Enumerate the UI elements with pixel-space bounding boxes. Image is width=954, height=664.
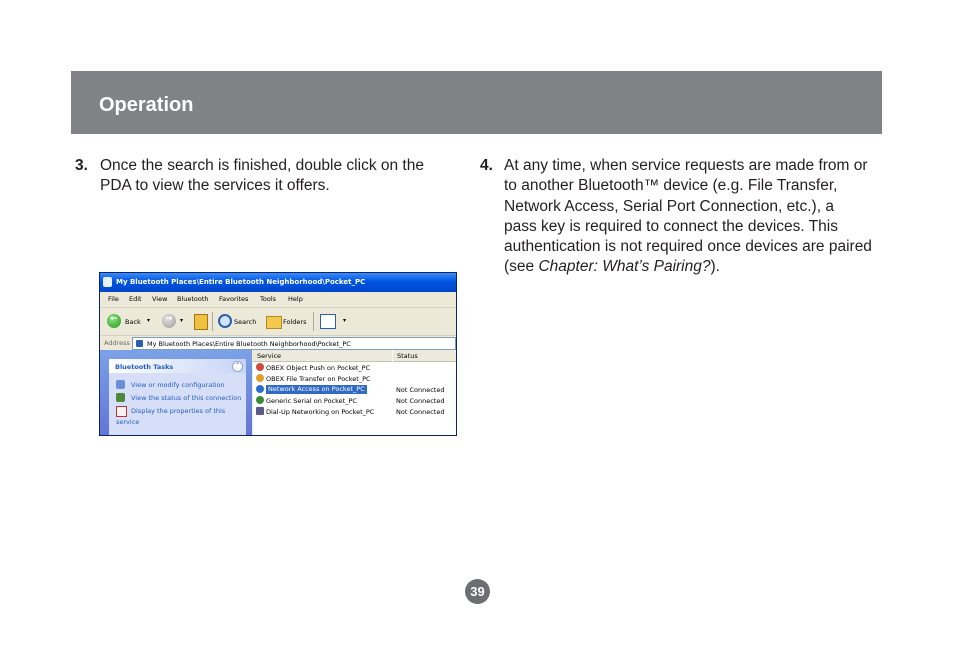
bluetooth-tasks-title: Bluetooth Tasks bbox=[115, 363, 174, 371]
address-label: Address bbox=[104, 339, 130, 347]
menu-tools[interactable]: Tools bbox=[260, 295, 277, 303]
back-dropdown-icon[interactable]: ▾ bbox=[147, 317, 151, 324]
properties-icon bbox=[116, 406, 127, 417]
up-folder-icon[interactable] bbox=[194, 314, 208, 330]
service-name: OBEX File Transfer on Pocket_PC bbox=[266, 375, 371, 383]
bluetooth-tasks-header[interactable] bbox=[109, 359, 246, 373]
menu-edit[interactable]: Edit bbox=[129, 295, 142, 303]
collapse-chevron-icon[interactable]: ˆ bbox=[232, 361, 243, 372]
explorer-window-screenshot bbox=[99, 272, 457, 436]
list-item[interactable] bbox=[253, 406, 456, 417]
step-number: 4. bbox=[480, 157, 493, 174]
menu-bluetooth[interactable]: Bluetooth bbox=[177, 295, 209, 303]
service-status: Not Connected bbox=[396, 397, 445, 405]
task-link-configuration[interactable]: View or modify configuration bbox=[131, 381, 225, 389]
column-status-label: Status bbox=[397, 352, 418, 360]
column-service-label: Service bbox=[257, 352, 282, 360]
magnifier-icon[interactable] bbox=[218, 314, 232, 328]
menu-bar bbox=[100, 293, 456, 305]
connection-status-icon bbox=[116, 393, 125, 402]
column-header-service[interactable] bbox=[253, 350, 392, 362]
bluetooth-places-icon bbox=[103, 277, 112, 287]
menu-favorites[interactable]: Favorites bbox=[219, 295, 249, 303]
forward-dropdown-icon[interactable]: ▾ bbox=[180, 317, 184, 324]
address-value: My Bluetooth Places\Entire Bluetooth Neighborhood\Pocket_PC bbox=[147, 340, 351, 348]
window-titlebar bbox=[100, 273, 456, 292]
serial-port-icon bbox=[256, 396, 264, 404]
list-item-selected[interactable] bbox=[253, 384, 456, 395]
step-4-text-line2 bbox=[504, 217, 880, 278]
column-header-status[interactable] bbox=[393, 350, 456, 362]
menu-help[interactable]: Help bbox=[288, 295, 303, 303]
step-4-text-end: ). bbox=[710, 258, 720, 276]
obex-push-icon bbox=[256, 363, 264, 371]
service-name: Network Access on Pocket_PC bbox=[268, 385, 365, 393]
bluetooth-folder-icon bbox=[136, 340, 143, 347]
back-button-label[interactable]: Back bbox=[125, 318, 141, 326]
network-access-icon bbox=[256, 385, 264, 393]
step-4-text-line1: At any time, when service requests are made from or to another Bluetooth™ device (e.g. File Transfer, Network Access, Serial Port Connection, etc.), a bbox=[504, 157, 868, 215]
menu-view[interactable]: View bbox=[152, 295, 168, 303]
views-grid-icon[interactable] bbox=[320, 314, 336, 329]
search-button-label[interactable]: Search bbox=[234, 318, 257, 326]
address-bar bbox=[100, 335, 456, 350]
step-number: 3. bbox=[75, 157, 88, 174]
task-link-properties[interactable]: Display the properties of this bbox=[131, 407, 226, 415]
step-text bbox=[504, 156, 880, 278]
service-name: Dial-Up Networking on Pocket_PC bbox=[266, 408, 375, 416]
back-arrow-icon[interactable]: ← bbox=[107, 314, 121, 328]
task-pane bbox=[100, 350, 252, 435]
obex-file-transfer-icon bbox=[256, 374, 264, 382]
address-field[interactable] bbox=[132, 337, 456, 350]
service-name: OBEX Object Push on Pocket_PC bbox=[266, 364, 371, 372]
list-item[interactable] bbox=[253, 395, 456, 406]
toolbar-separator bbox=[313, 312, 314, 331]
toolbar bbox=[100, 307, 456, 335]
window-title: My Bluetooth Places\Entire Bluetooth Neighborhood\Pocket_PC bbox=[116, 278, 366, 286]
toolbar-separator bbox=[212, 312, 213, 331]
folders-icon[interactable] bbox=[266, 316, 282, 329]
step-3-text: Once the search is finished, double click on the PDA to view the services it offers. bbox=[100, 157, 424, 195]
forward-arrow-icon[interactable]: → bbox=[162, 314, 176, 328]
task-link-properties-cont[interactable]: service bbox=[116, 418, 140, 426]
menu-file[interactable]: File bbox=[108, 295, 119, 303]
chapter-reference: Chapter: What’s Pairing? bbox=[538, 258, 711, 276]
list-item[interactable] bbox=[253, 362, 456, 373]
task-link-status[interactable]: View the status of this connection bbox=[131, 394, 242, 402]
step-text bbox=[100, 156, 455, 197]
bluetooth-tasks-panel bbox=[109, 359, 246, 435]
page-number: 39 bbox=[465, 579, 490, 604]
views-dropdown-icon[interactable]: ▾ bbox=[343, 317, 347, 324]
list-item[interactable] bbox=[253, 373, 456, 384]
folders-button-label[interactable]: Folders bbox=[283, 318, 307, 326]
service-status: Not Connected bbox=[396, 408, 445, 416]
section-title: Operation bbox=[99, 94, 194, 116]
dial-up-icon bbox=[256, 407, 264, 415]
service-status: Not Connected bbox=[396, 386, 445, 394]
step-4-text-start: pass key is required to connect the devices. This authentication is not required once devices are paired (see bbox=[504, 217, 872, 276]
configuration-icon bbox=[116, 380, 125, 389]
service-list bbox=[253, 350, 456, 435]
service-name: Generic Serial on Pocket_PC bbox=[266, 397, 357, 405]
section-header-bar bbox=[71, 71, 882, 134]
